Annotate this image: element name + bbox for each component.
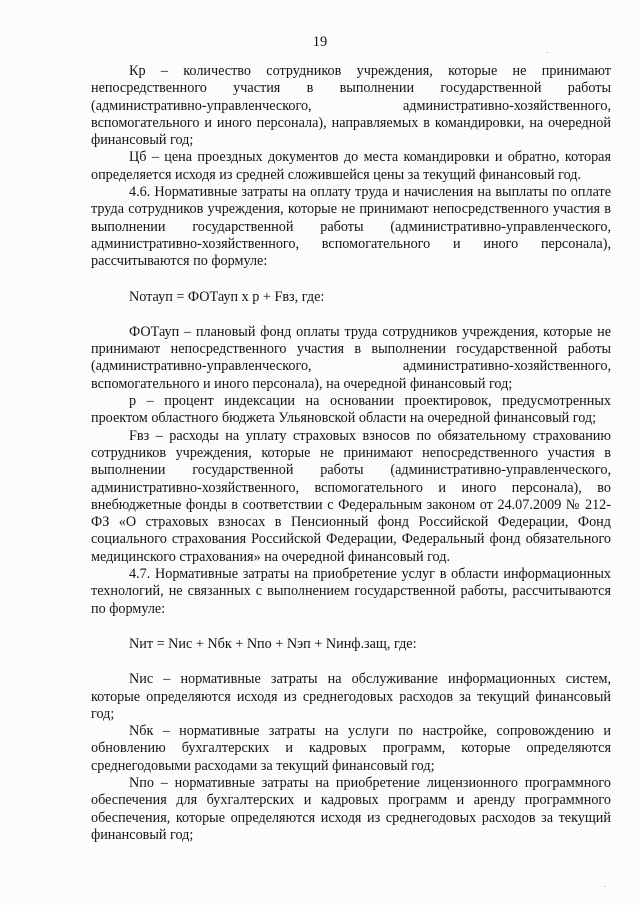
page-number: 19 (312, 34, 328, 50)
paragraph-p-definition: р – процент индексации на основании проектировок, предусмотренных проектом областного бюджета Ульяновской области на очередной финансовый год; (91, 393, 611, 427)
paragraph-kr-definition: Кр – количество сотрудников учреждения, которые не принимают непосредственного участия в выполнении государственной работы (административно-управленческого, административно-хозяйственного, вспомогательного и иного персонала), направляемых в командировки, на очередной финансовый год; (91, 63, 611, 149)
paragraph-section-4-6: 4.6. Нормативные затраты на оплату труда и начисления на выплаты по оплате труда сотрудников учреждения, которые не принимают непосредственного участия в выполнении государственной работы (административно-управленческого, административно-хозяйственного, вспомогательного и иного персонала), рассчитываются по формуле: (91, 184, 611, 270)
paragraph-section-4-7: 4.7. Нормативные затраты на приобретение услуг в области информационных технологий, не связанных с выполнением государственной работы, рассчитываются по формуле: (91, 566, 611, 617)
paragraph-nis-definition: Nис – нормативные затраты на обслуживание информационных систем, которые определяются исходя из среднегодовых расходов за текущий финансовый год; (91, 671, 611, 722)
spacer (91, 618, 611, 636)
spacer (91, 653, 611, 671)
paragraph-fvz-definition: Fвз – расходы на уплату страховых взносов по обязательному страхованию сотрудников учреждения, которые не принимают непосредственного участия в выполнении государственной работы (административно-управленческого, административно-хозяйственного, вспомогательного и иного персонала), во внебюджетные фонды в соответствии с Федеральным законом от 24.07.2009 № 212-ФЗ «О страховых взносах в Пенсионный фонд Российской Федерации, Фонд социального страхования Российской Федерации, Федеральный фонд обязательного медицинского страхования» на очередной финансовый год. (91, 427, 611, 565)
formula-notaup: Nотауп = ФОТауп х р + Fвз, где: (129, 288, 325, 305)
paragraph-cb-definition: Цб – цена проездных документов до места командировки и обратно, которая определяется исходя из средней сложившейся цены за текущий финансовый год. (91, 149, 611, 183)
document-body (91, 63, 611, 844)
spacer (91, 306, 611, 324)
paragraph-nbk-definition: Nбк – нормативные затраты на услуги по настройке, сопровождению и обновлению бухгалтерских и кадровых программ, которые определяются среднегодовыми расходами за текущий финансовый год; (91, 723, 611, 774)
paragraph-fotaup-definition: ФОТауп – плановый фонд оплаты труда сотрудников учреждения, которые не принимают непосредственного участия в выполнении государственной работы (административно-управленческого, административно-хозяйственного, вспомогательного и иного персонала), на очередной финансовый год; (91, 323, 611, 392)
scan-speck (547, 52, 548, 53)
spacer (91, 271, 611, 289)
paragraph-npo-definition: Nпо – нормативные затраты на приобретение лицензионного программного обеспечения для бухгалтерских и кадровых программ и аренду программного обеспечения, которые определяются исходя из среднегодовых расходов за текущий финансовый год; (91, 774, 611, 843)
scan-speck (604, 886, 605, 887)
formula-nit: Nит = Nис + Nбк + Nпо + Nэп + Nинф.защ, где: (129, 635, 417, 652)
